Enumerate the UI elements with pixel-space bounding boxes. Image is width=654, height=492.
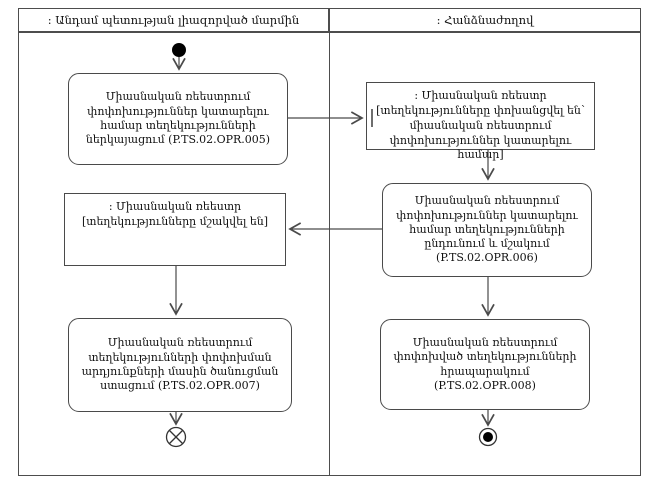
swimlane-header-authorized-body [18, 8, 329, 32]
action-node-opr006 [382, 183, 592, 277]
action-node-opr007 [68, 318, 292, 412]
action-label-opr007: Միասնական ռեեստրում տեղեկությունների փոփոխման արդյունքների մասին ծանուցման ստացում (P.TS.02.OPR.007) [81, 336, 279, 393]
swimlane-label-authorized-body: : Անդամ պետության լիազորված մարմին [47, 13, 300, 27]
swimlane-header-commission [329, 8, 641, 32]
swimlane-label-commission: : Հանձնաժողով [436, 13, 534, 27]
swimlane-divider [329, 32, 330, 476]
object-label-register-transferred: : Միասնական ռեեստր [տեղեկությունները փոխանցվել են՝ միասնական ռեեստրում փոփոխություններ կատարելու համար] [376, 89, 585, 162]
action-node-opr005 [68, 73, 288, 165]
action-node-opr008 [380, 319, 590, 410]
object-node-register-transferred [366, 82, 595, 162]
object-label-register-processed: : Միասնական ռեեստր [տեղեկությունները մշակվել են] [81, 200, 269, 228]
action-label-opr005: Միասնական ռեեստրում փոփոխություններ կատարելու համար տեղեկությունների ներկայացում (P.TS.02.OPR.005) [85, 90, 271, 147]
action-label-opr008: Միասնական ռեեստրում փոփոխված տեղեկությունների հրապարակում (P.TS.02.OPR.008) [393, 335, 577, 392]
action-label-opr006: Միասնական ռեեստրում փոփոխություններ կատարելու համար տեղեկությունների ընդունում և մշակում (P.TS.02.OPR.006) [396, 194, 578, 265]
object-node-register-processed [64, 193, 286, 266]
